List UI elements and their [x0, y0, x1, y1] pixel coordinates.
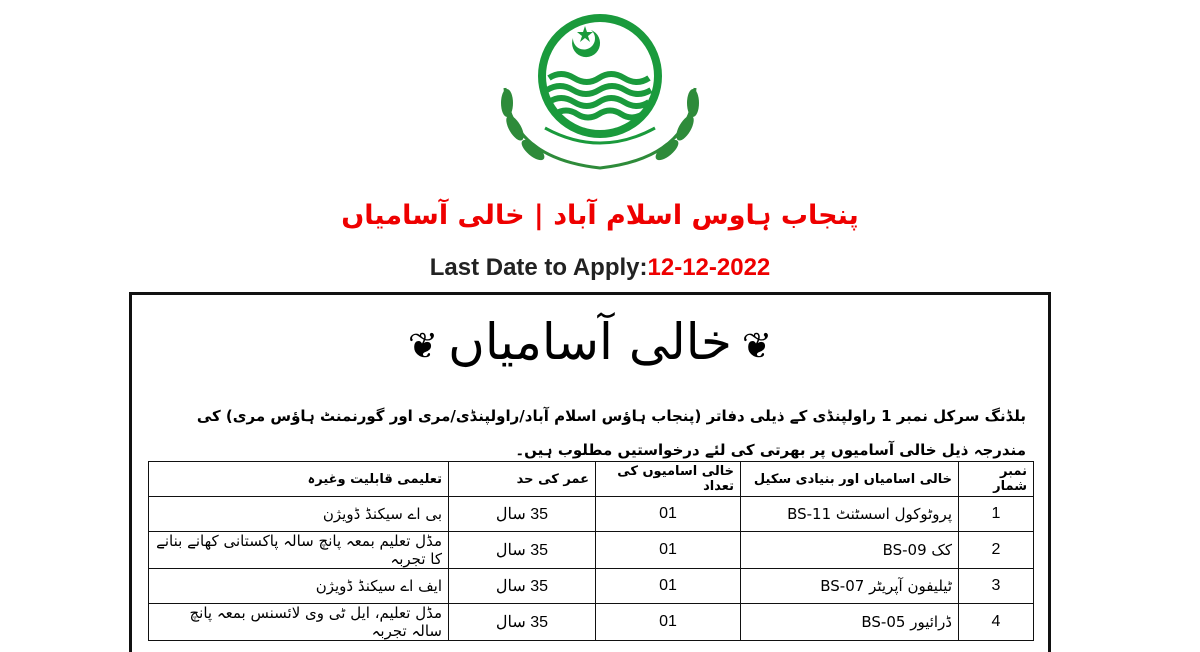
ornament-icon: ❦ [741, 325, 773, 367]
table-row [149, 569, 1034, 604]
cell-qual: ایف اے سیکنڈ ڈویژن [149, 569, 449, 604]
cell-age: 35 سال [449, 532, 596, 569]
column-header: تعلیمی قابلیت وغیرہ [149, 462, 449, 497]
cell-count: 01 [596, 497, 741, 532]
cell-qual: مڈل تعلیم، ایل ٹی وی لائسنس بمعہ پانچ سالہ تجربہ [149, 604, 449, 641]
cell-no: 3 [959, 569, 1034, 604]
ad-intro: بلڈنگ سرکل نمبر 1 راولپنڈی کے ذیلی دفاتر (پنجاب ہاؤس اسلام آباد/راولپنڈی/مری اور گورنمنٹ ہاؤس مری) کی مندرجہ ذیل خالی آسامیوں پر بھرتی کی لئے درخواستیں مطلوب ہیں۔ [196, 407, 1026, 459]
cell-qual: مڈل تعلیم بمعہ پانچ سالہ پاکستانی کھانے بنانے کا تجربہ [149, 532, 449, 569]
vacancy-table [148, 461, 1034, 641]
column-header: خالی اسامیاں اور بنیادی سکیل [741, 462, 959, 497]
cell-post: پروٹوکول اسسٹنٹ BS-11 [741, 497, 959, 532]
job-advertisement [129, 292, 1051, 652]
last-date-value: 12-12-2022 [647, 254, 771, 281]
cell-post: ڈرائیور BS-05 [741, 604, 959, 641]
cell-qual: بی اے سیکنڈ ڈویژن [149, 497, 449, 532]
cell-count: 01 [596, 604, 741, 641]
cell-count: 01 [596, 532, 741, 569]
table-row [149, 532, 1034, 569]
column-header: خالی اسامیوں کی تعداد [596, 462, 741, 497]
column-header: عمر کی حد [449, 462, 596, 497]
last-date-label: Last Date to Apply: [429, 254, 648, 281]
column-header: نمبر شمار [959, 462, 1034, 497]
table-row [149, 497, 1034, 532]
cell-age: 35 سال [449, 604, 596, 641]
cell-count: 01 [596, 569, 741, 604]
table-row [149, 604, 1034, 641]
ad-heading: ❦خالی آسامیاں❦ [407, 313, 773, 371]
punjab-government-logo [485, 8, 715, 188]
cell-age: 35 سال [449, 497, 596, 532]
page-title: پنجاب ہاوس اسلام آباد | خالی آسامیاں [341, 200, 859, 231]
last-date [0, 254, 1200, 282]
cell-no: 2 [959, 532, 1034, 569]
ornament-icon: ❦ [407, 325, 439, 367]
cell-no: 1 [959, 497, 1034, 532]
cell-post: ٹیلیفون آپریٹر BS-07 [741, 569, 959, 604]
cell-post: کک BS-09 [741, 532, 959, 569]
cell-no: 4 [959, 604, 1034, 641]
cell-age: 35 سال [449, 569, 596, 604]
